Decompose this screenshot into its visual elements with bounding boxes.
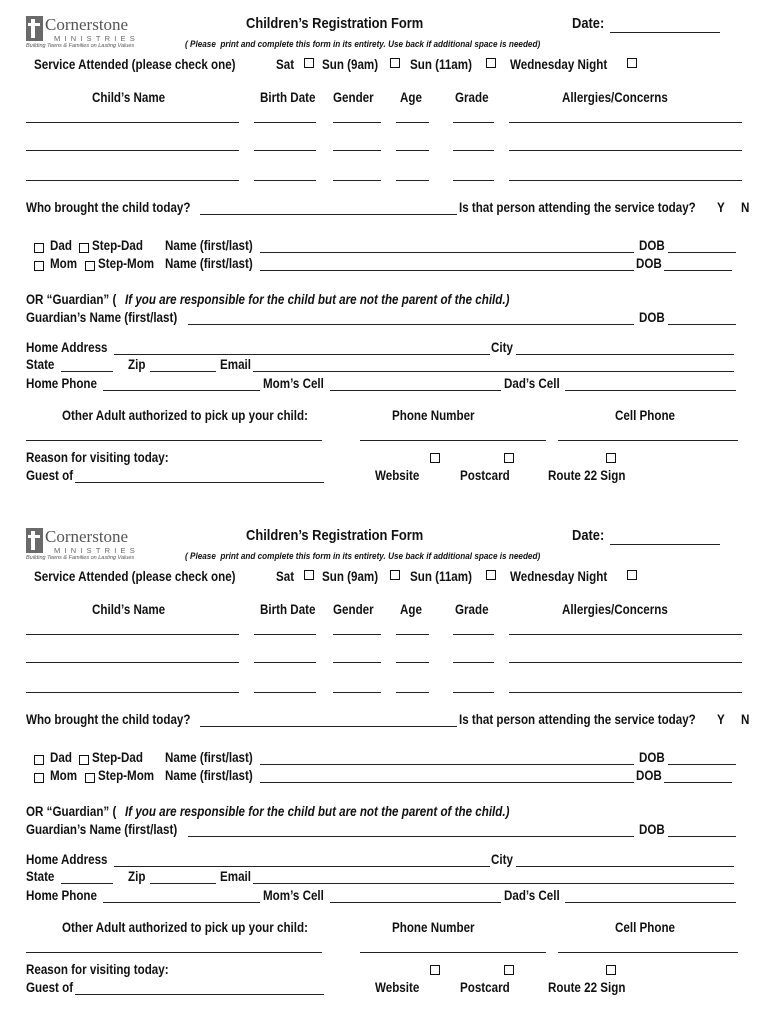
child-2-name-field[interactable] xyxy=(26,662,239,663)
guardian-name-field[interactable] xyxy=(188,324,634,325)
service-option-sun9-checkbox[interactable] xyxy=(390,58,400,68)
mother-dob-label: DOB xyxy=(636,256,662,271)
child-1-allergies-field[interactable] xyxy=(509,634,742,635)
visit-postcard-checkbox[interactable] xyxy=(504,453,514,463)
child-3-birth-date-field[interactable] xyxy=(254,692,316,693)
child-2-allergies-field[interactable] xyxy=(509,150,742,151)
child-3-gender-field[interactable] xyxy=(333,692,381,693)
mother-dob-field[interactable] xyxy=(664,782,732,783)
father-dob-label: DOB xyxy=(639,750,665,765)
visit-route22-checkbox[interactable] xyxy=(606,453,616,463)
child-3-allergies-field[interactable] xyxy=(509,692,742,693)
guest-of-field[interactable] xyxy=(75,482,324,483)
guest-of-label: Guest of xyxy=(26,468,74,483)
zip-label: Zip xyxy=(128,357,146,372)
col-header-birth-date: Birth Date xyxy=(260,602,316,617)
service-option-sun11-label: Sun (11am) xyxy=(410,57,472,72)
attending-no-option[interactable]: N xyxy=(741,200,750,215)
logo-subtitle: MINISTRIES xyxy=(54,34,139,43)
pickup-cell-field[interactable] xyxy=(558,952,738,953)
guardian-name-field[interactable] xyxy=(188,836,634,837)
child-1-grade-field[interactable] xyxy=(453,122,494,123)
zip-field[interactable] xyxy=(150,883,216,884)
service-option-sun9-checkbox[interactable] xyxy=(390,570,400,580)
date-label: Date: xyxy=(572,15,605,32)
dads-cell-label: Dad’s Cell xyxy=(504,376,560,391)
instructions: ( Please print and complete this form in its entirety. Use back if additional space is needed) xyxy=(185,39,541,50)
service-option-wednesday-label: Wednesday Night xyxy=(510,569,608,584)
cornerstone-logo xyxy=(26,14,144,52)
service-option-sun9-label: Sun (9am) xyxy=(322,569,379,584)
child-3-allergies-field[interactable] xyxy=(509,180,742,181)
dads-cell-field[interactable] xyxy=(565,902,736,903)
child-1-name-field[interactable] xyxy=(26,122,239,123)
city-field[interactable] xyxy=(516,866,734,867)
date-label: Date: xyxy=(572,527,605,544)
pickup-cell-field[interactable] xyxy=(558,440,738,441)
mother-name-label: Name (first/last) xyxy=(165,768,253,783)
logo-tagline: Building Teens & Families on Lasting Values xyxy=(26,43,135,49)
pickup-cell-label: Cell Phone xyxy=(615,920,675,935)
mother-name-field[interactable] xyxy=(260,782,634,783)
child-1-allergies-field[interactable] xyxy=(509,122,742,123)
dad-checkbox[interactable] xyxy=(34,755,44,765)
step-mom-label: Step-Mom xyxy=(98,256,155,271)
city-label: City xyxy=(491,340,513,355)
father-name-field[interactable] xyxy=(260,764,634,765)
service-option-sat-label: Sat xyxy=(276,569,295,584)
brought-by-field[interactable] xyxy=(200,214,457,215)
col-header-grade: Grade xyxy=(455,90,489,105)
attending-question: Is that person attending the service today? xyxy=(459,712,696,727)
guardian-dob-field[interactable] xyxy=(668,324,736,325)
state-label: State xyxy=(26,869,55,884)
attending-yes-option[interactable]: Y xyxy=(717,712,725,727)
pickup-name-field[interactable] xyxy=(26,440,322,441)
mom-label: Mom xyxy=(50,768,78,783)
logo-name: Cornerstone xyxy=(45,15,129,34)
email-label: Email xyxy=(220,357,251,372)
date-field[interactable] xyxy=(610,32,720,33)
pickup-phone-label: Phone Number xyxy=(392,920,475,935)
dad-checkbox[interactable] xyxy=(34,243,44,253)
guest-of-label: Guest of xyxy=(26,980,74,995)
child-2-birth-date-field[interactable] xyxy=(254,150,316,151)
guardian-name-label: Guardian’s Name (first/last) xyxy=(26,822,178,837)
reason-label: Reason for visiting today: xyxy=(26,962,169,977)
guest-of-field[interactable] xyxy=(75,994,324,995)
service-option-wednesday-checkbox[interactable] xyxy=(627,58,637,68)
step-dad-checkbox[interactable] xyxy=(79,243,89,253)
pickup-phone-field[interactable] xyxy=(360,952,546,953)
dads-cell-field[interactable] xyxy=(565,390,736,391)
service-option-sun9-label: Sun (9am) xyxy=(322,57,379,72)
child-2-age-field[interactable] xyxy=(396,150,429,151)
guardian-dob-label: DOB xyxy=(639,310,665,325)
guardian-or-label: OR “Guardian” ( xyxy=(26,292,117,307)
col-header-age: Age xyxy=(400,602,422,617)
child-3-birth-date-field[interactable] xyxy=(254,180,316,181)
service-option-wednesday-label: Wednesday Night xyxy=(510,57,608,72)
child-2-name-field[interactable] xyxy=(26,150,239,151)
child-2-age-field[interactable] xyxy=(396,662,429,663)
service-label: Service Attended (please check one) xyxy=(34,569,236,584)
step-mom-checkbox[interactable] xyxy=(85,773,95,783)
child-1-age-field[interactable] xyxy=(396,122,429,123)
step-mom-checkbox[interactable] xyxy=(85,261,95,271)
guardian-dob-field[interactable] xyxy=(668,836,736,837)
email-field[interactable] xyxy=(253,883,734,884)
state-label: State xyxy=(26,357,55,372)
child-1-grade-field[interactable] xyxy=(453,634,494,635)
visit-route22-checkbox[interactable] xyxy=(606,965,616,975)
child-1-gender-field[interactable] xyxy=(333,122,381,123)
home-phone-field[interactable] xyxy=(103,902,260,903)
home-phone-label: Home Phone xyxy=(26,376,97,391)
col-header-age: Age xyxy=(400,90,422,105)
mom-checkbox[interactable] xyxy=(34,261,44,271)
col-header-child-name: Child’s Name xyxy=(92,90,166,105)
dad-label: Dad xyxy=(50,238,72,253)
child-1-gender-field[interactable] xyxy=(333,634,381,635)
brought-question: Who brought the child today? xyxy=(26,200,191,215)
col-header-child-name: Child’s Name xyxy=(92,602,166,617)
visit-website-checkbox[interactable] xyxy=(430,453,440,463)
home-phone-label: Home Phone xyxy=(26,888,97,903)
child-2-grade-field[interactable] xyxy=(453,150,494,151)
home-phone-field[interactable] xyxy=(103,390,260,391)
home-address-field[interactable] xyxy=(114,354,490,355)
pickup-label: Other Adult authorized to pick up your child: xyxy=(62,408,308,423)
email-field[interactable] xyxy=(253,371,734,372)
attending-no-option[interactable]: N xyxy=(741,712,750,727)
moms-cell-field[interactable] xyxy=(330,390,501,391)
brought-by-field[interactable] xyxy=(200,726,457,727)
service-label: Service Attended (please check one) xyxy=(34,57,236,72)
col-header-gender: Gender xyxy=(333,602,374,617)
date-field[interactable] xyxy=(610,544,720,545)
logo-tagline: Building Teens & Families on Lasting Values xyxy=(26,555,135,561)
reason-label: Reason for visiting today: xyxy=(26,450,169,465)
father-name-field[interactable] xyxy=(260,252,634,253)
visit-postcard-checkbox[interactable] xyxy=(504,965,514,975)
step-mom-label: Step-Mom xyxy=(98,768,155,783)
mother-dob-label: DOB xyxy=(636,768,662,783)
col-header-allergies: Allergies/Concerns xyxy=(562,602,668,617)
cornerstone-logo xyxy=(26,526,144,564)
child-2-gender-field[interactable] xyxy=(333,150,381,151)
attending-yes-option[interactable]: Y xyxy=(717,200,725,215)
form-title: Children’s Registration Form xyxy=(246,527,424,544)
guardian-note: If you are responsible for the child but are not the parent of the child.) xyxy=(125,804,510,819)
child-2-gender-field[interactable] xyxy=(333,662,381,663)
col-header-gender: Gender xyxy=(333,90,374,105)
child-3-age-field[interactable] xyxy=(396,180,429,181)
guardian-dob-label: DOB xyxy=(639,822,665,837)
logo-mark-icon xyxy=(26,16,43,41)
home-address-field[interactable] xyxy=(114,866,490,867)
zip-label: Zip xyxy=(128,869,146,884)
registration-form-bottom xyxy=(0,512,770,1024)
child-3-gender-field[interactable] xyxy=(333,180,381,181)
state-field[interactable] xyxy=(61,883,113,884)
child-1-age-field[interactable] xyxy=(396,634,429,635)
child-2-birth-date-field[interactable] xyxy=(254,662,316,663)
child-3-grade-field[interactable] xyxy=(453,180,494,181)
child-3-grade-field[interactable] xyxy=(453,692,494,693)
mom-label: Mom xyxy=(50,256,78,271)
home-address-label: Home Address xyxy=(26,340,108,355)
brought-question: Who brought the child today? xyxy=(26,712,191,727)
service-option-wednesday-checkbox[interactable] xyxy=(627,570,637,580)
logo-name: Cornerstone xyxy=(45,527,129,546)
service-option-sat-label: Sat xyxy=(276,57,295,72)
service-option-sun11-checkbox[interactable] xyxy=(486,58,496,68)
service-option-sun11-checkbox[interactable] xyxy=(486,570,496,580)
mother-name-label: Name (first/last) xyxy=(165,256,253,271)
pickup-phone-field[interactable] xyxy=(360,440,546,441)
logo-mark-icon xyxy=(26,528,43,553)
child-3-name-field[interactable] xyxy=(26,180,239,181)
pickup-phone-label: Phone Number xyxy=(392,408,475,423)
visit-route22-label: Route 22 Sign xyxy=(548,980,626,995)
service-option-sat-checkbox[interactable] xyxy=(304,58,314,68)
dads-cell-label: Dad’s Cell xyxy=(504,888,560,903)
col-header-allergies: Allergies/Concerns xyxy=(562,90,668,105)
child-2-allergies-field[interactable] xyxy=(509,662,742,663)
child-2-grade-field[interactable] xyxy=(453,662,494,663)
zip-field[interactable] xyxy=(150,371,216,372)
mother-name-field[interactable] xyxy=(260,270,634,271)
moms-cell-label: Mom’s Cell xyxy=(263,376,324,391)
visit-postcard-label: Postcard xyxy=(460,468,510,483)
pickup-label: Other Adult authorized to pick up your child: xyxy=(62,920,308,935)
dad-label: Dad xyxy=(50,750,72,765)
instructions: ( Please print and complete this form in its entirety. Use back if additional space is needed) xyxy=(185,551,541,562)
pickup-name-field[interactable] xyxy=(26,952,322,953)
visit-website-label: Website xyxy=(375,468,420,483)
child-3-age-field[interactable] xyxy=(396,692,429,693)
visit-route22-label: Route 22 Sign xyxy=(548,468,626,483)
visit-website-label: Website xyxy=(375,980,420,995)
child-1-birth-date-field[interactable] xyxy=(254,122,316,123)
moms-cell-label: Mom’s Cell xyxy=(263,888,324,903)
state-field[interactable] xyxy=(61,371,113,372)
mother-dob-field[interactable] xyxy=(664,270,732,271)
logo-subtitle: MINISTRIES xyxy=(54,546,139,555)
visit-website-checkbox[interactable] xyxy=(430,965,440,975)
father-name-label: Name (first/last) xyxy=(165,750,253,765)
col-header-birth-date: Birth Date xyxy=(260,90,316,105)
city-field[interactable] xyxy=(516,354,734,355)
father-dob-field[interactable] xyxy=(668,764,736,765)
attending-question: Is that person attending the service today? xyxy=(459,200,696,215)
step-dad-checkbox[interactable] xyxy=(79,755,89,765)
email-label: Email xyxy=(220,869,251,884)
child-3-name-field[interactable] xyxy=(26,692,239,693)
pickup-cell-label: Cell Phone xyxy=(615,408,675,423)
form-title: Children’s Registration Form xyxy=(246,15,424,32)
child-1-name-field[interactable] xyxy=(26,634,239,635)
service-option-sat-checkbox[interactable] xyxy=(304,570,314,580)
guardian-name-label: Guardian’s Name (first/last) xyxy=(26,310,178,325)
child-1-birth-date-field[interactable] xyxy=(254,634,316,635)
step-dad-label: Step-Dad xyxy=(92,750,143,765)
home-address-label: Home Address xyxy=(26,852,108,867)
service-option-sun11-label: Sun (11am) xyxy=(410,569,472,584)
mom-checkbox[interactable] xyxy=(34,773,44,783)
guardian-note: If you are responsible for the child but are not the parent of the child.) xyxy=(125,292,510,307)
step-dad-label: Step-Dad xyxy=(92,238,143,253)
father-dob-field[interactable] xyxy=(668,252,736,253)
father-name-label: Name (first/last) xyxy=(165,238,253,253)
father-dob-label: DOB xyxy=(639,238,665,253)
moms-cell-field[interactable] xyxy=(330,902,501,903)
visit-postcard-label: Postcard xyxy=(460,980,510,995)
col-header-grade: Grade xyxy=(455,602,489,617)
city-label: City xyxy=(491,852,513,867)
guardian-or-label: OR “Guardian” ( xyxy=(26,804,117,819)
